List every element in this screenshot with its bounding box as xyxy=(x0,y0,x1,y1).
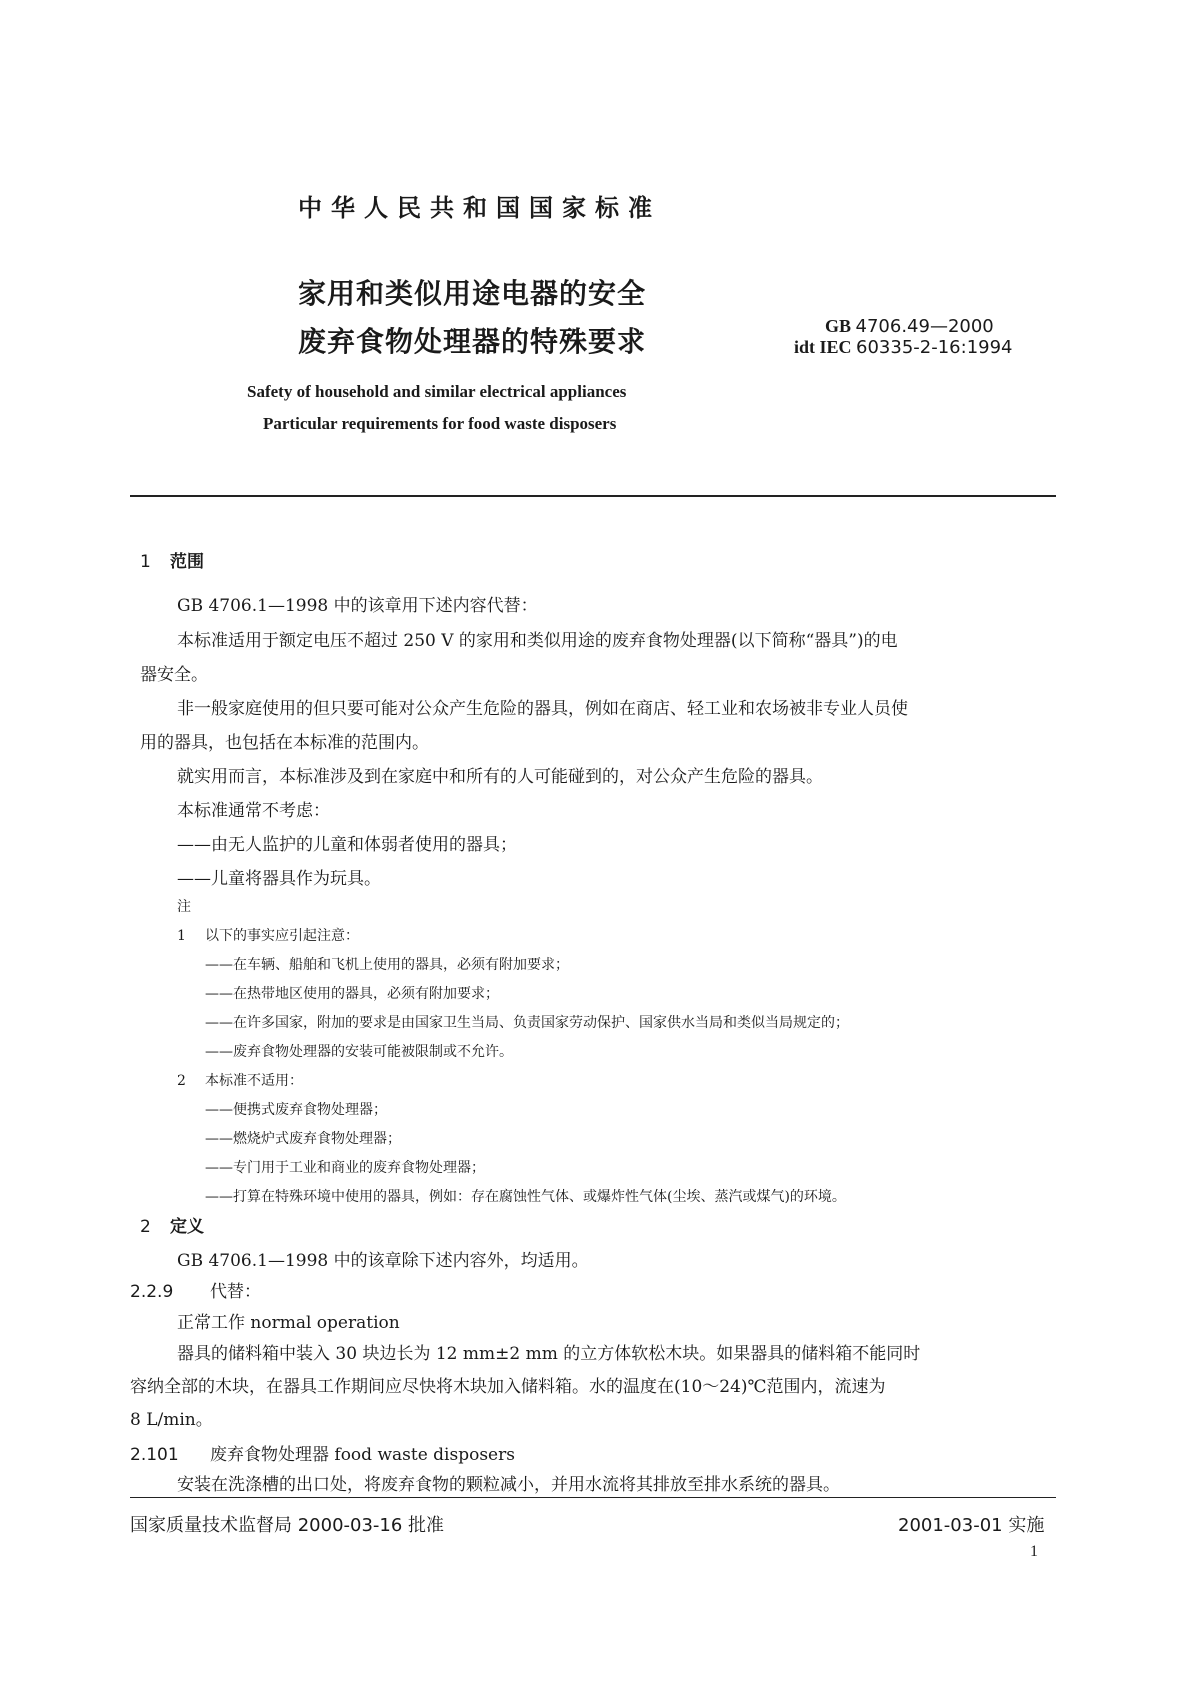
standard-code-number: 4706.49—2000 xyxy=(855,316,994,337)
note-2-title: 本标准不适用： xyxy=(205,1073,303,1089)
iec-code-number: 60335-2-16:1994 xyxy=(856,337,1013,358)
note-2-item: ——专门用于工业和商业的废弃食物处理器； xyxy=(205,1160,485,1176)
clause-2-101-text: 废弃食物处理器 food waste disposers xyxy=(210,1445,515,1465)
section-1-paragraph-4: 就实用而言，本标准涉及到在家庭中和所有的人可能碰到的，对公众产生危险的器具。 xyxy=(177,767,823,787)
note-1-item: ——废弃食物处理器的安装可能被限制或不允许。 xyxy=(205,1044,513,1060)
clause-2-2-9 xyxy=(130,1277,261,1302)
note-1-item: ——在许多国家，附加的要求是由国家卫生当局、负责国家劳动保护、国家供水当局和类似当局规定的； xyxy=(205,1015,849,1031)
page-number: 1 xyxy=(1030,1543,1038,1560)
section-1-paragraph-2b: 器安全。 xyxy=(140,665,208,685)
note-1-title: 以下的事实应引起注意： xyxy=(205,928,359,944)
clause-2-2-9-number: 2.2.9 xyxy=(130,1282,174,1302)
section-1-heading xyxy=(140,547,204,572)
section-2-title: 定义 xyxy=(170,1217,204,1237)
standard-code-prefix: GB xyxy=(825,316,852,336)
note-2-item: ——便携式废弃食物处理器； xyxy=(205,1102,387,1118)
section-2-heading xyxy=(140,1212,204,1237)
section-1-paragraph-5: 本标准通常不考虑： xyxy=(177,801,330,821)
section-1-paragraph-2a: 本标准适用于额定电压不超过 250 V 的家用和类似用途的废弃食物处理器(以下简称“器具”)的电 xyxy=(177,631,898,651)
note-2-item: ——燃烧炉式废弃食物处理器； xyxy=(205,1131,401,1147)
title-line-1: 家用和类似用途电器的安全 xyxy=(298,277,647,310)
section-2-paragraph-2c: 8 L/min。 xyxy=(130,1410,213,1430)
title-line-2: 废弃食物处理器的特殊要求 xyxy=(298,325,647,358)
section-1-title: 范围 xyxy=(170,552,204,572)
section-1-number: 1 xyxy=(140,552,151,572)
note-label: 注 xyxy=(177,899,191,915)
clause-2-101-number: 2.101 xyxy=(130,1445,179,1465)
approval-date: 国家质量技术监督局 2000-03-16 批准 xyxy=(130,1515,445,1536)
note-2-number: 2 xyxy=(177,1073,186,1089)
clause-2-2-9-text: 代替： xyxy=(210,1282,261,1302)
note-1-item: ——在车辆、船舶和飞机上使用的器具，必须有附加要求； xyxy=(205,957,569,973)
note-2 xyxy=(177,1070,303,1090)
section-1-dash-item-1: ——由无人监护的儿童和体弱者使用的器具； xyxy=(177,835,517,855)
clause-2-101 xyxy=(130,1440,515,1465)
note-1-number: 1 xyxy=(177,928,186,944)
section-2-paragraph-1: GB 4706.1—1998 中的该章除下述内容外，均适用。 xyxy=(177,1251,589,1271)
section-2-number: 2 xyxy=(140,1217,151,1237)
section-2-paragraph-3: 安装在洗涤槽的出口处，将废弃食物的颗粒减小，并用水流将其排放至排水系统的器具。 xyxy=(177,1475,840,1495)
standard-code xyxy=(825,316,994,337)
iec-code xyxy=(794,337,1013,358)
section-1-dash-item-2: ——儿童将器具作为玩具。 xyxy=(177,869,381,889)
iec-code-prefix: idt IEC xyxy=(794,337,852,357)
note-2-item: ——打算在特殊环境中使用的器具，例如：存在腐蚀性气体、或爆炸性气体(尘埃、蒸汽或煤气)的环境。 xyxy=(205,1189,846,1205)
effective-date: 2001-03-01 实施 xyxy=(898,1515,1045,1536)
note-1-item: ——在热带地区使用的器具，必须有附加要求； xyxy=(205,986,499,1002)
term-normal-operation: 正常工作 normal operation xyxy=(177,1313,400,1333)
header-divider xyxy=(130,495,1056,497)
section-2-paragraph-2a: 器具的储料箱中装入 30 块边长为 12 mm±2 mm 的立方体软松木块。如果器具的储料箱不能同时 xyxy=(177,1344,921,1364)
english-title-line-2: Particular requirements for food waste disposers xyxy=(263,414,617,433)
section-1-paragraph-3a: 非一般家庭使用的但只要可能对公众产生危险的器具，例如在商店、轻工业和农场被非专业人员使 xyxy=(177,699,908,719)
national-standard-label: 中华人民共和国国家标准 xyxy=(298,194,661,222)
footer-divider xyxy=(130,1497,1056,1498)
section-1-paragraph-3b: 用的器具，也包括在本标准的范围内。 xyxy=(140,733,429,753)
section-1-paragraph-1: GB 4706.1—1998 中的该章用下述内容代替： xyxy=(177,596,538,616)
section-2-paragraph-2b: 容纳全部的木块，在器具工作期间应尽快将木块加入储料箱。水的温度在(10～24)℃范围内，流速为 xyxy=(130,1377,886,1397)
english-title-line-1: Safety of household and similar electrical appliances xyxy=(247,382,627,401)
note-1 xyxy=(177,925,359,945)
